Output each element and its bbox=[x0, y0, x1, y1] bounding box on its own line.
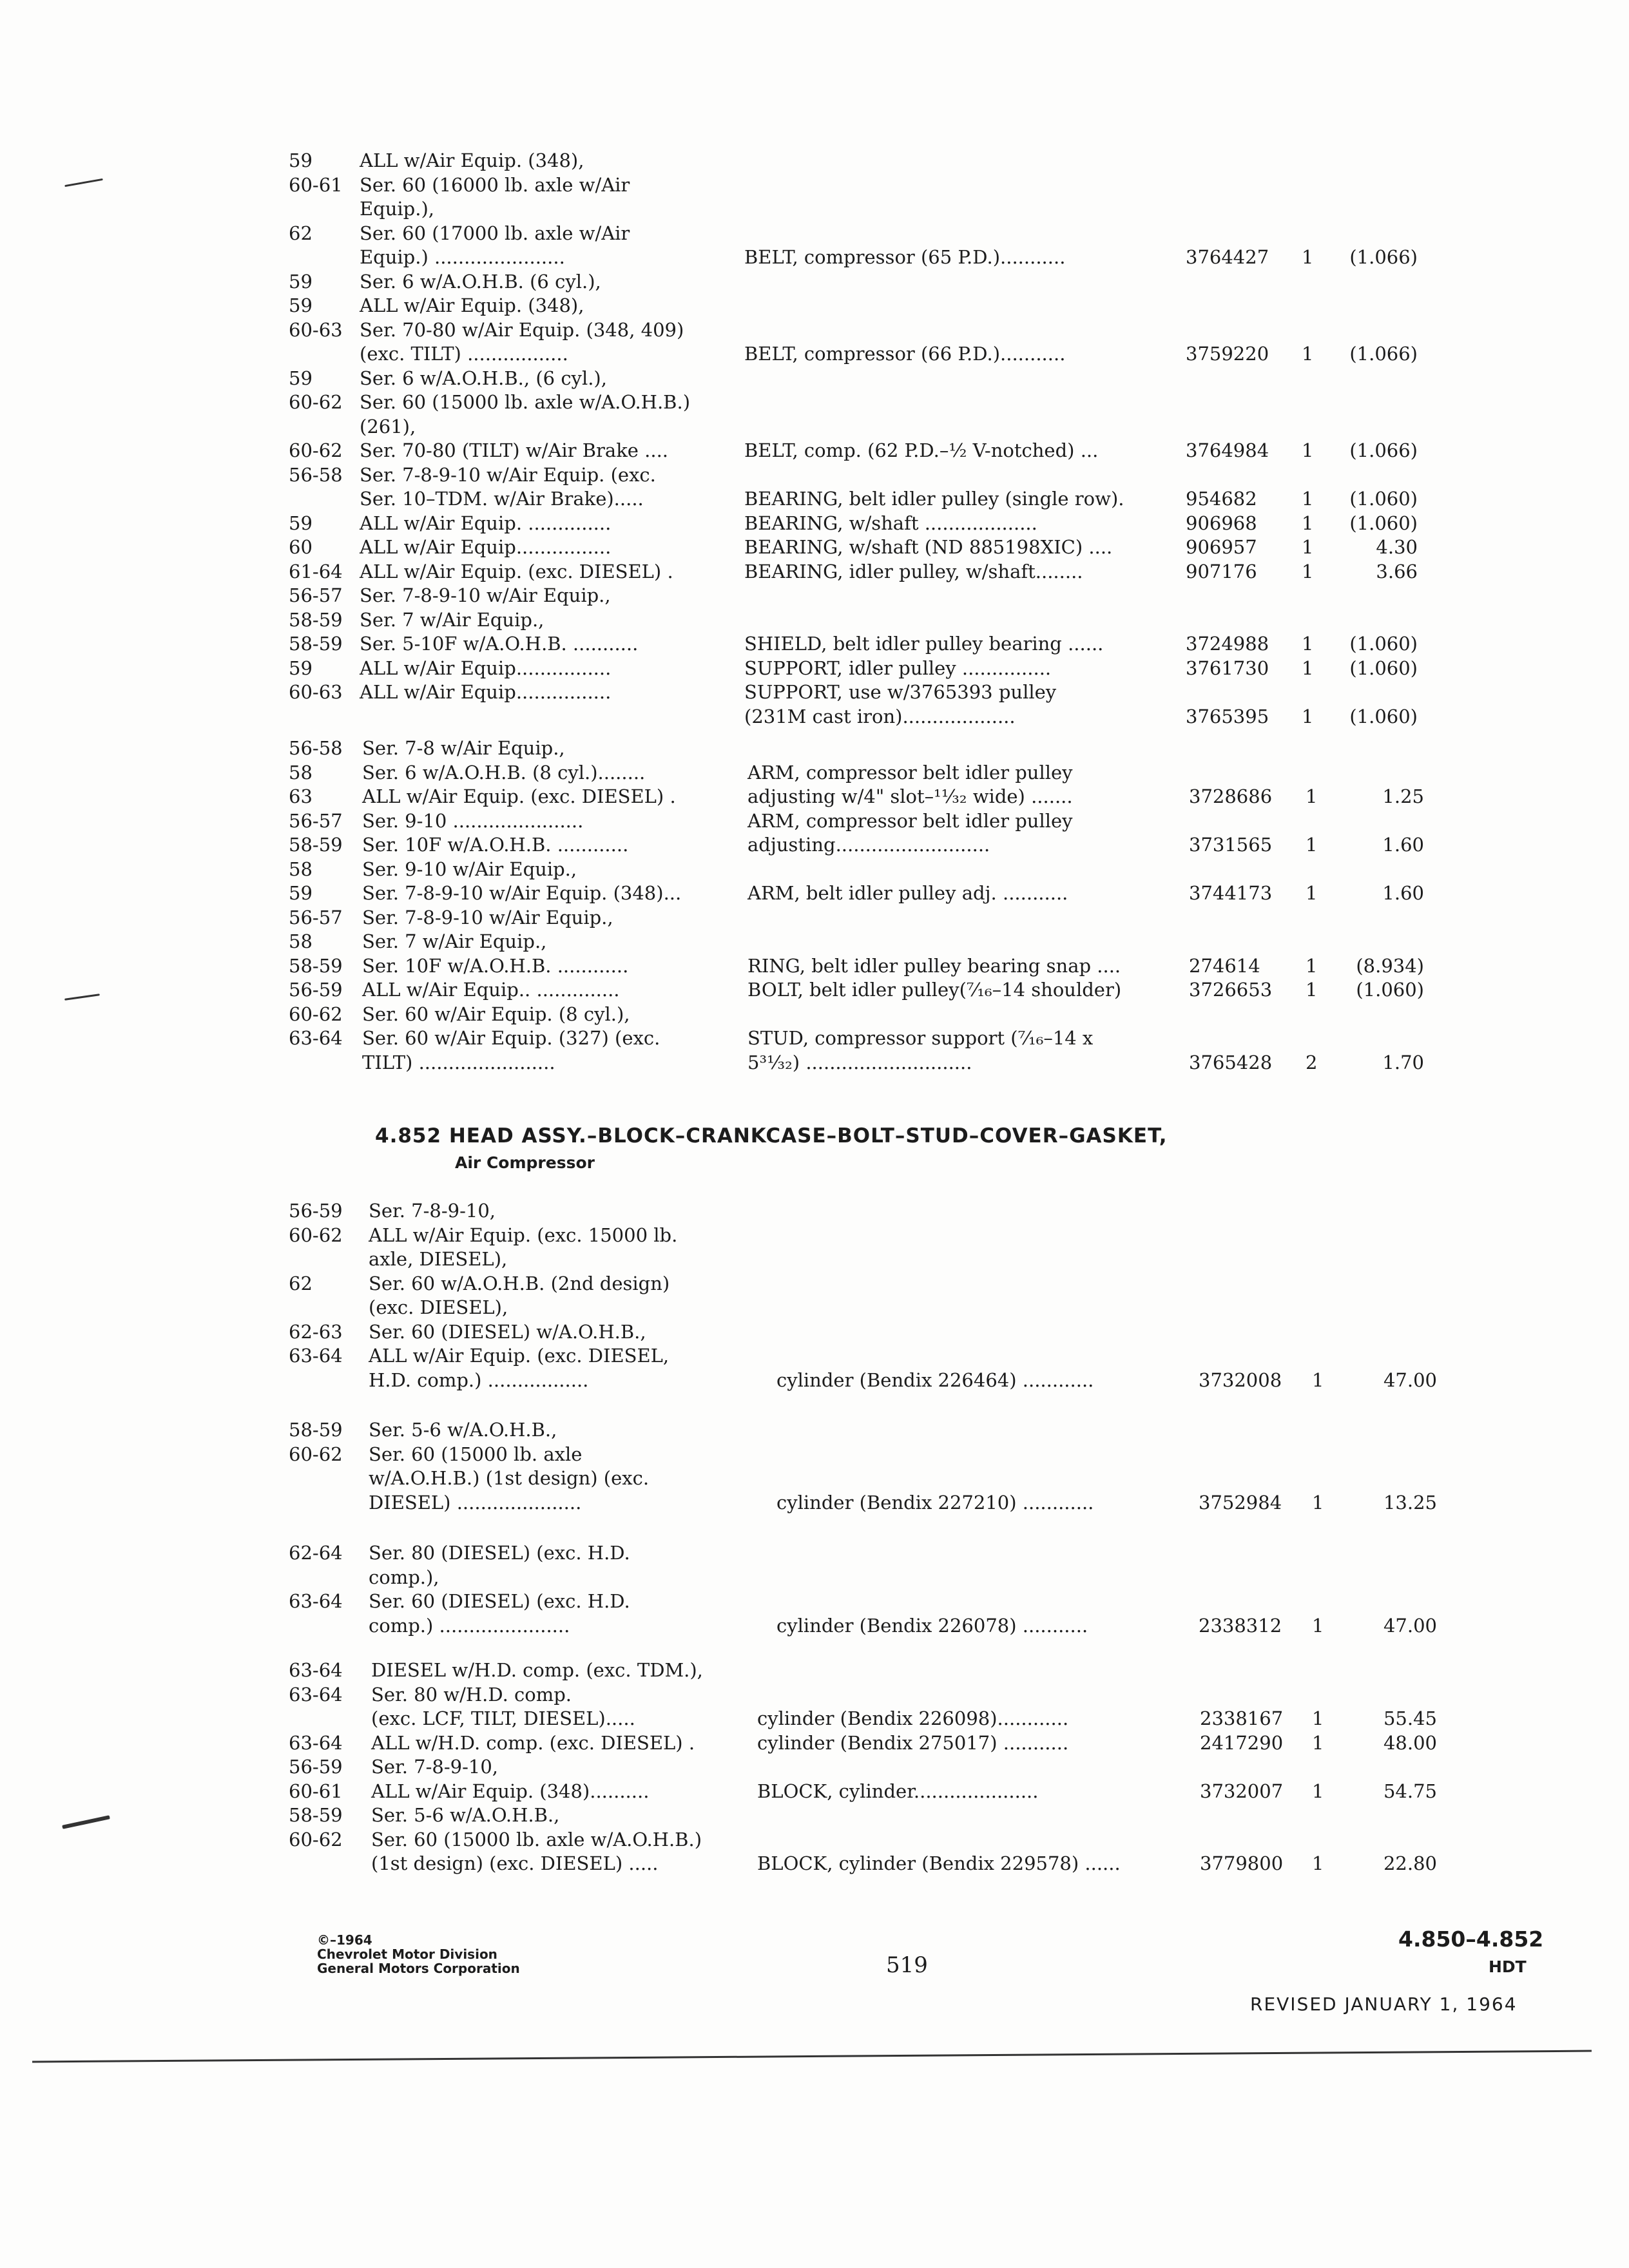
application: ALL w/H.D. comp. (exc. DIESEL) . bbox=[371, 1732, 695, 1754]
part-description: ARM, belt idler pulley adj. ........... bbox=[747, 882, 1068, 904]
part-description: cylinder (Bendix 226078) ........... bbox=[776, 1615, 1088, 1637]
model-years: 56-57 bbox=[289, 907, 343, 928]
model-years: 63-64 bbox=[289, 1684, 343, 1706]
model-years: 60-61 bbox=[289, 1780, 343, 1802]
part-description: STUD, compressor support (⁷⁄₁₆–14 x bbox=[747, 1027, 1094, 1049]
model-years: 62 bbox=[289, 1273, 313, 1294]
application: Ser. 80 w/H.D. comp. bbox=[371, 1684, 572, 1706]
application: ALL w/Air Equip. (348), bbox=[360, 149, 584, 171]
price: (1.066) bbox=[1349, 246, 1418, 268]
application: ALL w/Air Equip. (exc. DIESEL, bbox=[369, 1345, 670, 1367]
model-years: 56-58 bbox=[289, 464, 343, 486]
part-description: SUPPORT, idler pulley ............... bbox=[744, 657, 1052, 679]
application: Ser. 7-8-9-10 w/Air Equip. (348)... bbox=[362, 882, 682, 904]
price: 1.70 bbox=[1382, 1052, 1424, 1073]
application: (exc. TILT) ................. bbox=[360, 343, 568, 365]
price: (1.060) bbox=[1349, 657, 1418, 679]
section-range: 4.850–4.852 bbox=[1398, 1927, 1544, 1952]
application: ALL w/Air Equip. (exc. 15000 lb. bbox=[369, 1224, 678, 1246]
application: Ser. 7-8 w/Air Equip., bbox=[362, 737, 565, 759]
application: Ser. 7 w/Air Equip., bbox=[360, 609, 545, 631]
model-years: 62 bbox=[289, 222, 313, 244]
model-years: 59 bbox=[289, 294, 313, 316]
section-heading: 4.852 HEAD ASSY.–BLOCK–CRANKCASE–BOLT–STUD–COVER–GASKET, bbox=[375, 1124, 1168, 1148]
application: H.D. comp.) ................. bbox=[369, 1369, 589, 1391]
part-number: 3732008 bbox=[1199, 1369, 1282, 1391]
price: 54.75 bbox=[1383, 1780, 1437, 1802]
model-years: 58-59 bbox=[289, 609, 343, 631]
application: Ser. 6 w/A.O.H.B., (6 cyl.), bbox=[360, 367, 607, 389]
model-years: 60-62 bbox=[289, 1443, 343, 1465]
quantity: 1 bbox=[1302, 343, 1314, 365]
part-description: BLOCK, cylinder (Bendix 229578) ...... bbox=[757, 1852, 1121, 1874]
part-number: 3779800 bbox=[1200, 1852, 1284, 1874]
application: Ser. 70-80 w/Air Equip. (348, 409) bbox=[360, 319, 684, 341]
part-number: 906957 bbox=[1186, 536, 1257, 558]
price: 3.66 bbox=[1376, 561, 1418, 582]
corporation: General Motors Corporation bbox=[317, 1961, 520, 1976]
division: Chevrolet Motor Division bbox=[317, 1946, 497, 1962]
model-years: 60-62 bbox=[289, 1829, 343, 1850]
model-years: 60 bbox=[289, 536, 313, 558]
model-years: 59 bbox=[289, 512, 313, 534]
price: (1.060) bbox=[1349, 488, 1418, 510]
application: axle, DIESEL), bbox=[369, 1248, 508, 1270]
quantity: 1 bbox=[1302, 633, 1314, 655]
part-description: 5³¹⁄₃₂) ............................ bbox=[747, 1052, 972, 1073]
part-description: BELT, compressor (65 P.D.)........... bbox=[744, 246, 1066, 268]
quantity: 1 bbox=[1302, 246, 1314, 268]
quantity: 1 bbox=[1302, 439, 1314, 461]
margin-mark bbox=[62, 1815, 110, 1829]
part-description: SUPPORT, use w/3765393 pulley bbox=[744, 681, 1057, 703]
model-years: 56-58 bbox=[289, 737, 343, 759]
model-years: 59 bbox=[289, 367, 313, 389]
application: Ser. 5-6 w/A.O.H.B., bbox=[371, 1804, 560, 1826]
application: ALL w/Air Equip. (exc. DIESEL) . bbox=[362, 785, 676, 807]
model-years: 60-61 bbox=[289, 174, 343, 196]
application: Ser. 5-10F w/A.O.H.B. ........... bbox=[360, 633, 639, 655]
quantity: 1 bbox=[1312, 1615, 1324, 1637]
application: Ser. 10–TDM. w/Air Brake)..... bbox=[360, 488, 644, 510]
part-number: 274614 bbox=[1189, 955, 1260, 977]
quantity: 1 bbox=[1306, 979, 1318, 1001]
part-number: 2417290 bbox=[1200, 1732, 1284, 1754]
application: (261), bbox=[360, 416, 416, 437]
part-number: 3724988 bbox=[1186, 633, 1269, 655]
price: (1.060) bbox=[1349, 633, 1418, 655]
application: ALL w/Air Equip. .............. bbox=[360, 512, 612, 534]
model-years: 60-62 bbox=[289, 1003, 343, 1025]
part-number: 3732007 bbox=[1200, 1780, 1284, 1802]
application: ALL w/Air Equip................ bbox=[360, 657, 612, 679]
application: Ser. 60 w/A.O.H.B. (2nd design) bbox=[369, 1273, 670, 1294]
application: Ser. 60 (15000 lb. axle bbox=[369, 1443, 583, 1465]
model-years: 63 bbox=[289, 785, 313, 807]
part-description: (231M cast iron)................... bbox=[744, 706, 1016, 727]
model-years: 63-64 bbox=[289, 1732, 343, 1754]
part-description: cylinder (Bendix 226098)............ bbox=[757, 1707, 1069, 1729]
publisher-block bbox=[317, 1933, 520, 1975]
application: Ser. 7-8-9-10 w/Air Equip., bbox=[362, 907, 613, 928]
part-number: 3726653 bbox=[1189, 979, 1273, 1001]
part-number: 3764427 bbox=[1186, 246, 1269, 268]
price: 22.80 bbox=[1383, 1852, 1437, 1874]
part-number: 907176 bbox=[1186, 561, 1257, 582]
model-years: 56-59 bbox=[289, 1200, 343, 1222]
application: Ser. 10F w/A.O.H.B. ............ bbox=[362, 834, 629, 856]
price: 47.00 bbox=[1383, 1615, 1437, 1637]
part-description: BEARING, idler pulley, w/shaft........ bbox=[744, 561, 1083, 582]
application: ALL w/Air Equip. (348), bbox=[360, 294, 584, 316]
application: Equip.), bbox=[360, 198, 434, 220]
application: DIESEL w/H.D. comp. (exc. TDM.), bbox=[371, 1659, 703, 1681]
application: ALL w/Air Equip................ bbox=[360, 536, 612, 558]
model-years: 63-64 bbox=[289, 1027, 343, 1049]
quantity: 1 bbox=[1302, 512, 1314, 534]
quantity: 1 bbox=[1312, 1492, 1324, 1514]
model-years: 60-62 bbox=[289, 1224, 343, 1246]
price: (1.060) bbox=[1349, 706, 1418, 727]
quantity: 1 bbox=[1306, 882, 1318, 904]
part-number: 3744173 bbox=[1189, 882, 1273, 904]
part-description: cylinder (Bendix 226464) ............ bbox=[776, 1369, 1094, 1391]
part-number: 3752984 bbox=[1199, 1492, 1282, 1514]
application: Ser. 60 (15000 lb. axle w/A.O.H.B.) bbox=[371, 1829, 702, 1850]
application: Ser. 10F w/A.O.H.B. ............ bbox=[362, 955, 629, 977]
quantity: 1 bbox=[1302, 706, 1314, 727]
part-number: 2338312 bbox=[1199, 1615, 1282, 1637]
part-description: BEARING, w/shaft ................... bbox=[744, 512, 1037, 534]
part-description: adjusting w/4" slot–¹¹⁄₃₂ wide) ....... bbox=[747, 785, 1073, 807]
application: Ser. 60 (DIESEL) w/A.O.H.B., bbox=[369, 1321, 646, 1343]
price: (1.066) bbox=[1349, 343, 1418, 365]
part-description: adjusting.......................... bbox=[747, 834, 990, 856]
application: (exc. DIESEL), bbox=[369, 1296, 508, 1318]
part-description: BEARING, belt idler pulley (single row). bbox=[744, 488, 1124, 510]
application: Ser. 7-8-9-10 w/Air Equip. (exc. bbox=[360, 464, 656, 486]
quantity: 1 bbox=[1312, 1369, 1324, 1391]
quantity: 1 bbox=[1302, 561, 1314, 582]
part-description: BEARING, w/shaft (ND 885198XIC) .... bbox=[744, 536, 1113, 558]
model-years: 56-59 bbox=[289, 979, 343, 1001]
margin-mark bbox=[64, 178, 103, 187]
part-description: SHIELD, belt idler pulley bearing ...... bbox=[744, 633, 1104, 655]
price: (1.060) bbox=[1349, 512, 1418, 534]
part-description: BELT, comp. (62 P.D.–½ V-notched) ... bbox=[744, 439, 1099, 461]
model-years: 62-63 bbox=[289, 1321, 343, 1343]
revised-date: REVISED JANUARY 1, 1964 bbox=[1250, 1994, 1518, 2015]
application: Ser. 70-80 (TILT) w/Air Brake .... bbox=[360, 439, 669, 461]
quantity: 1 bbox=[1306, 955, 1318, 977]
application: Ser. 60 (17000 lb. axle w/Air bbox=[360, 222, 630, 244]
part-number: 3765428 bbox=[1189, 1052, 1273, 1073]
part-description: ARM, compressor belt idler pulley bbox=[747, 810, 1073, 832]
model-years: 58 bbox=[289, 762, 313, 783]
model-years: 58-59 bbox=[289, 1419, 343, 1441]
model-years: 56-57 bbox=[289, 810, 343, 832]
part-description: cylinder (Bendix 275017) ........... bbox=[757, 1732, 1069, 1754]
model-years: 59 bbox=[289, 882, 313, 904]
quantity: 1 bbox=[1306, 785, 1318, 807]
price: 1.60 bbox=[1382, 882, 1424, 904]
model-years: 62-64 bbox=[289, 1542, 343, 1564]
price: 1.25 bbox=[1382, 785, 1424, 807]
application: Ser. 7-8-9-10, bbox=[371, 1756, 499, 1778]
quantity: 1 bbox=[1312, 1780, 1324, 1802]
model-years: 56-57 bbox=[289, 584, 343, 606]
application: ALL w/Air Equip. (348).......... bbox=[371, 1780, 650, 1802]
application: Ser. 60 (16000 lb. axle w/Air bbox=[360, 174, 630, 196]
model-years: 60-63 bbox=[289, 681, 343, 703]
application: Ser. 60 (DIESEL) (exc. H.D. bbox=[369, 1590, 630, 1612]
model-years: 63-64 bbox=[289, 1659, 343, 1681]
section-subheading: Air Compressor bbox=[455, 1153, 595, 1172]
part-number: 2338167 bbox=[1200, 1707, 1284, 1729]
application: comp.) ...................... bbox=[369, 1615, 570, 1637]
copyright: ©–1964 bbox=[317, 1932, 372, 1948]
quantity: 1 bbox=[1302, 657, 1314, 679]
application: DIESEL) ..................... bbox=[369, 1492, 582, 1514]
price: 55.45 bbox=[1383, 1707, 1437, 1729]
application: Ser. 60 w/Air Equip. (8 cyl.), bbox=[362, 1003, 630, 1025]
part-number: 906968 bbox=[1186, 512, 1257, 534]
model-years: 58-59 bbox=[289, 834, 343, 856]
application: (exc. LCF, TILT, DIESEL)..... bbox=[371, 1707, 635, 1729]
price: 1.60 bbox=[1382, 834, 1424, 856]
part-description: cylinder (Bendix 227210) ............ bbox=[776, 1492, 1094, 1514]
part-number: 3759220 bbox=[1186, 343, 1269, 365]
model-years: 60-62 bbox=[289, 439, 343, 461]
price: (8.934) bbox=[1356, 955, 1424, 977]
part-number: 954682 bbox=[1186, 488, 1257, 510]
application: Ser. 7-8-9-10 w/Air Equip., bbox=[360, 584, 611, 606]
part-number: 3728686 bbox=[1189, 785, 1273, 807]
part-description: BELT, compressor (66 P.D.)........... bbox=[744, 343, 1066, 365]
model-years: 60-63 bbox=[289, 319, 343, 341]
model-years: 58-59 bbox=[289, 633, 343, 655]
application: Ser. 6 w/A.O.H.B. (8 cyl.)........ bbox=[362, 762, 646, 783]
application: Ser. 6 w/A.O.H.B. (6 cyl.), bbox=[360, 271, 601, 293]
model-years: 63-64 bbox=[289, 1590, 343, 1612]
application: Ser. 7 w/Air Equip., bbox=[362, 930, 547, 952]
part-number: 3761730 bbox=[1186, 657, 1269, 679]
application: Ser. 5-6 w/A.O.H.B., bbox=[369, 1419, 557, 1441]
application: w/A.O.H.B.) (1st design) (exc. bbox=[369, 1467, 650, 1489]
quantity: 1 bbox=[1302, 536, 1314, 558]
application: comp.), bbox=[369, 1566, 439, 1588]
application: Ser. 9-10 ...................... bbox=[362, 810, 584, 832]
model-years: 58-59 bbox=[289, 1804, 343, 1826]
part-description: BLOCK, cylinder..................... bbox=[757, 1780, 1039, 1802]
part-number: 3764984 bbox=[1186, 439, 1269, 461]
catalog-code: HDT bbox=[1489, 1957, 1527, 1976]
model-years: 59 bbox=[289, 657, 313, 679]
price: 48.00 bbox=[1383, 1732, 1437, 1754]
page-number: 519 bbox=[886, 1952, 928, 1978]
part-number: 3765395 bbox=[1186, 706, 1269, 727]
model-years: 59 bbox=[289, 149, 313, 171]
model-years: 63-64 bbox=[289, 1345, 343, 1367]
application: Ser. 9-10 w/Air Equip., bbox=[362, 858, 577, 880]
application: TILT) ....................... bbox=[362, 1052, 555, 1073]
quantity: 1 bbox=[1312, 1852, 1324, 1874]
part-description: BOLT, belt idler pulley(⁷⁄₁₆–14 shoulder) bbox=[747, 979, 1122, 1001]
model-years: 58-59 bbox=[289, 955, 343, 977]
application: ALL w/Air Equip.. .............. bbox=[362, 979, 620, 1001]
application: (1st design) (exc. DIESEL) ..... bbox=[371, 1852, 659, 1874]
application: Equip.) ...................... bbox=[360, 246, 565, 268]
part-description: RING, belt idler pulley bearing snap .... bbox=[747, 955, 1121, 977]
price: 47.00 bbox=[1383, 1369, 1437, 1391]
quantity: 1 bbox=[1312, 1732, 1324, 1754]
quantity: 1 bbox=[1302, 488, 1314, 510]
application: Ser. 80 (DIESEL) (exc. H.D. bbox=[369, 1542, 630, 1564]
model-years: 58 bbox=[289, 858, 313, 880]
application: Ser. 60 (15000 lb. axle w/A.O.H.B.) bbox=[360, 391, 691, 413]
part-number: 3731565 bbox=[1189, 834, 1273, 856]
application: ALL w/Air Equip. (exc. DIESEL) . bbox=[360, 561, 673, 582]
model-years: 61-64 bbox=[289, 561, 343, 582]
application: Ser. 60 w/Air Equip. (327) (exc. bbox=[362, 1027, 660, 1049]
bottom-rule bbox=[32, 2050, 1592, 2063]
price: (1.066) bbox=[1349, 439, 1418, 461]
model-years: 59 bbox=[289, 271, 313, 293]
quantity: 2 bbox=[1306, 1052, 1318, 1073]
quantity: 1 bbox=[1312, 1707, 1324, 1729]
model-years: 60-62 bbox=[289, 391, 343, 413]
price: 13.25 bbox=[1383, 1492, 1437, 1514]
margin-mark bbox=[64, 994, 100, 1001]
price: (1.060) bbox=[1356, 979, 1424, 1001]
application: Ser. 7-8-9-10, bbox=[369, 1200, 496, 1222]
price: 4.30 bbox=[1376, 536, 1418, 558]
quantity: 1 bbox=[1306, 834, 1318, 856]
part-description: ARM, compressor belt idler pulley bbox=[747, 762, 1073, 783]
model-years: 58 bbox=[289, 930, 313, 952]
application: ALL w/Air Equip................ bbox=[360, 681, 612, 703]
model-years: 56-59 bbox=[289, 1756, 343, 1778]
